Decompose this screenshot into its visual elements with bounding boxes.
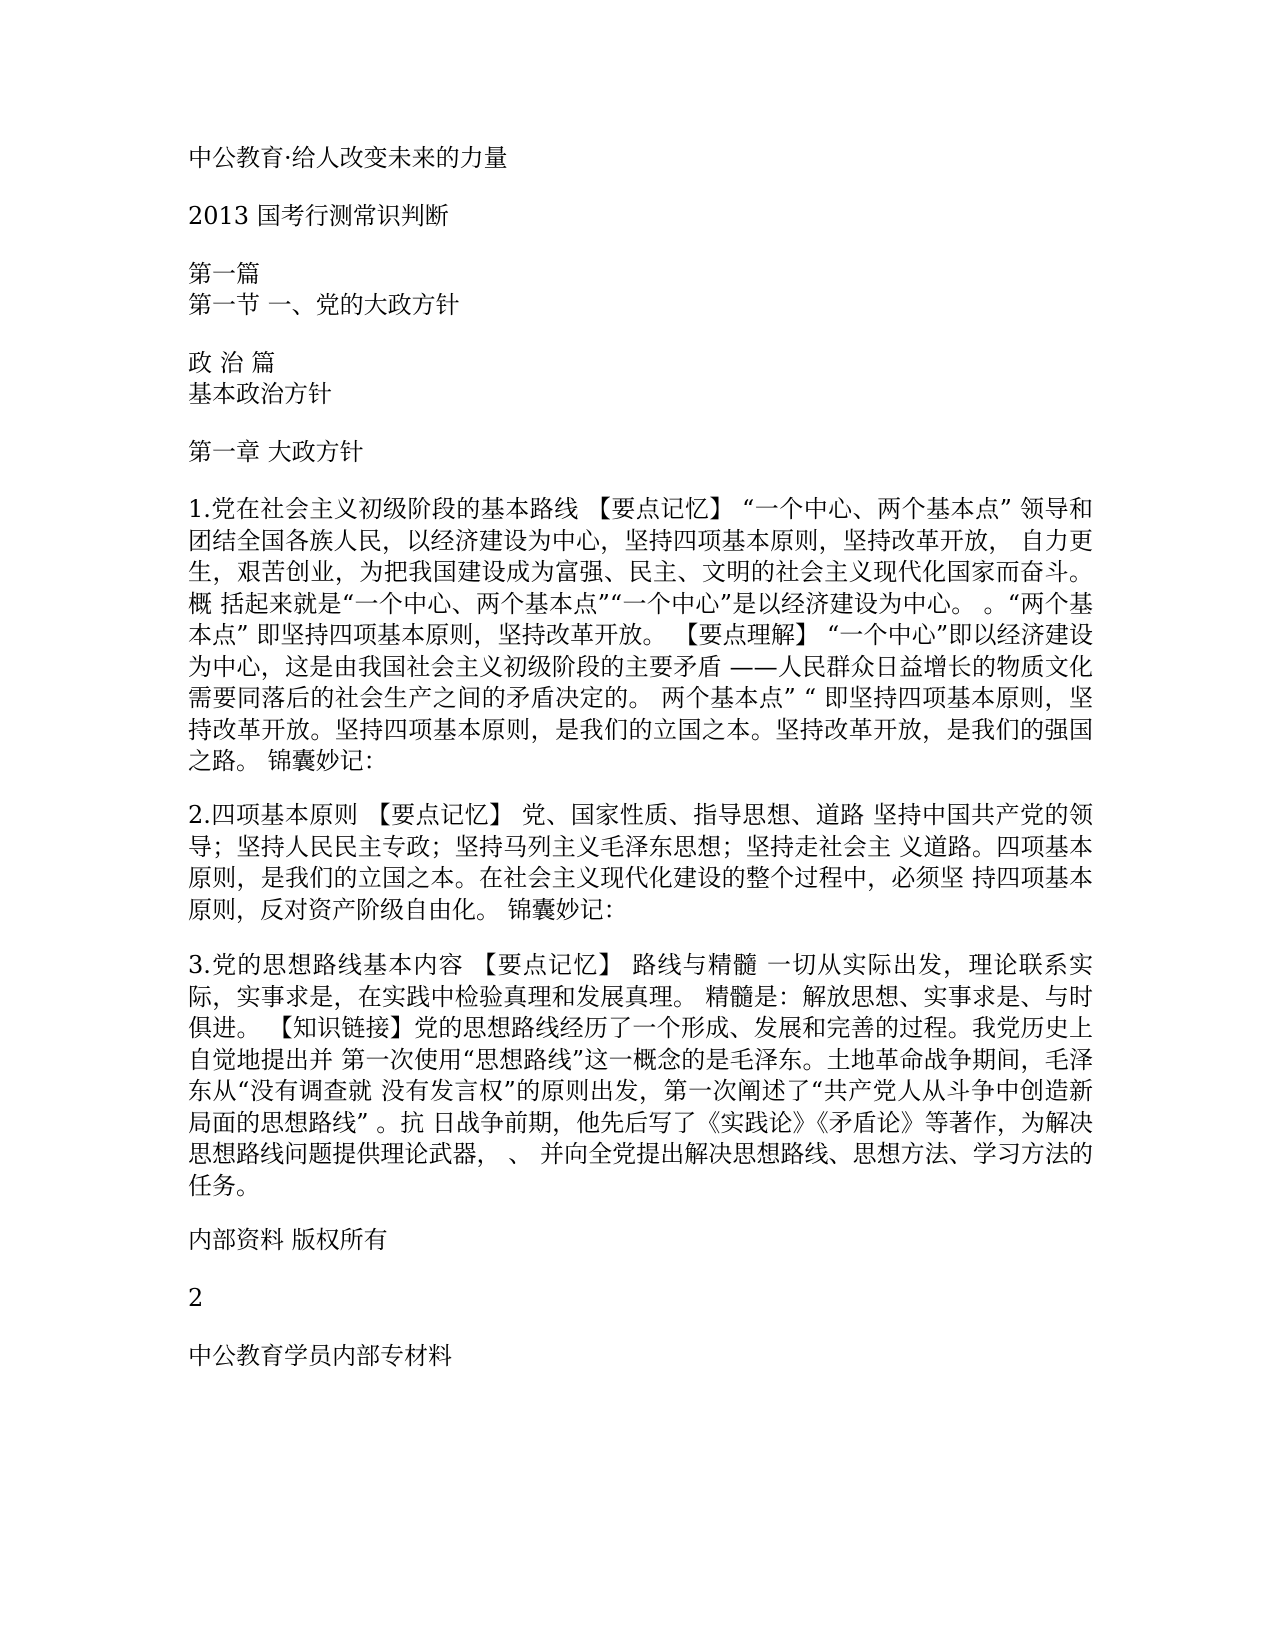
basic-policy-heading: 基本政治方针 bbox=[188, 380, 332, 408]
part-heading: 第一篇 bbox=[188, 260, 260, 288]
material-label: 中公教育学员内部专材料 bbox=[188, 1342, 452, 1370]
exam-title: 2013 国考行测常识判断 bbox=[188, 202, 449, 230]
paragraph-basic-line: 1.党在社会主义初级阶段的基本路线 【要点记忆】 “一个中心、两个基本点” 领导和团结全国各族人民，以经济建设为中心，坚持四项基本原则，坚持改革开放， 自力更生，艰苦创业，为把我国建设成为富强、民主、文明的社会主义现代化国家而奋斗。 概 括起来就是“一个中心、两个基本点”“一个中心”是以经济建设为中心。 。“两个基本点” 即坚持四项基本原则，坚持改革开放。 【要点理解】 “一个中心”即以经济建设为中心，这是由我国社会主义初级阶段的主要矛盾 ——人民群众日益增长的物质文化需要同落后的社会生产之间的矛盾决定的。 两个基本点” “ 即坚持四项基本原则，坚持改革开放。坚持四项基本原则，是我们的立国之本。坚持改革开放，是我们的强国之路。 锦囊妙记： bbox=[188, 495, 1093, 775]
chapter-heading: 第一章 大政方针 bbox=[188, 438, 364, 466]
paragraph-ideological-line: 3.党的思想路线基本内容 【要点记忆】 路线与精髓 一切从实际出发，理论联系实际，实事求是，在实践中检验真理和发展真理。 精髓是：解放思想、实事求是、与时俱进。 【知识链接】党的思想路线经历了一个形成、发展和完善的过程。我党历史上自觉地提出并 第一次使用“思想路线”这一概念的是毛泽东。土地革命战争期间，毛泽东从“没有调查就 没有发言权”的原则出发，第一次阐述了“共产党人从斗争中创造新局面的思想路线” 。抗 日战争前期，他先后写了《实践论》《矛盾论》等著作，为解决思想路线问题提供理论武器， 、 并向全党提出解决思想路线、思想方法、学习方法的任务。 bbox=[188, 951, 1093, 1200]
politics-heading: 政 治 篇 bbox=[188, 349, 276, 377]
paragraph-four-principles: 2.四项基本原则 【要点记忆】 党、国家性质、指导思想、道路 坚持中国共产党的领导；坚持人民民主专政；坚持马列主义毛泽东思想；坚持走社会主 义道路。四项基本原则，是我们的立国之本。在社会主义现代化建设的整个过程中，必须坚 持四项基本原则，反对资产阶级自由化。 锦囊妙记： bbox=[188, 801, 1093, 924]
footer-notice: 内部资料 版权所有 bbox=[188, 1226, 388, 1254]
section-heading: 第一节 一、党的大政方针 bbox=[188, 291, 460, 319]
page-number: 2 bbox=[188, 1284, 204, 1312]
brand-line: 中公教育·给人改变未来的力量 bbox=[188, 144, 508, 172]
